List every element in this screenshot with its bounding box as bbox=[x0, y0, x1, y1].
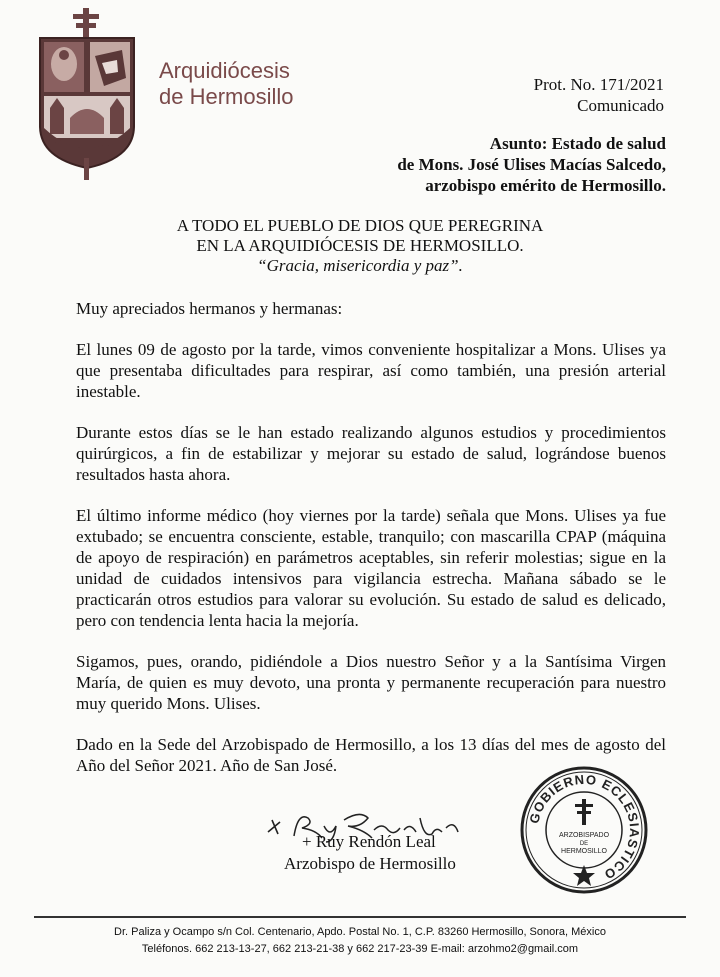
blessing: “Gracia, misericordia y paz”. bbox=[257, 256, 463, 275]
paragraph-2: Durante estos días se le han estado realizando algunos estudios y procedimientos quirúrgicos, a fin de estabilizar y mejorar su estado de salud, lográndose buenos resultados hasta ahora. bbox=[76, 423, 666, 484]
letter-body bbox=[76, 298, 666, 796]
svg-text:DE: DE bbox=[579, 841, 589, 847]
official-seal-stamp bbox=[519, 765, 649, 895]
protocol-block bbox=[534, 74, 664, 116]
organization-name bbox=[159, 58, 294, 110]
subject-line-3: arzobispo emérito de Hermosillo. bbox=[425, 176, 666, 195]
svg-text:HERMOSILLO: HERMOSILLO bbox=[561, 848, 607, 855]
footer-contact: Teléfonos. 662 213-13-27, 662 213-21-38 y 662 217-23-39 E-mail: arzohmo2@gmail.com bbox=[141, 943, 579, 955]
paragraph-5: Dado en la Sede del Arzobispado de Hermosillo, a los 13 días del mes de agosto del Año del Señor 2021. Año de San José. bbox=[76, 735, 666, 775]
footer-address: Dr. Paliza y Ocampo s/n Col. Centenario, Apdo. Postal No. 1, C.P. 83260 Hermosillo, Sonora, México bbox=[114, 926, 606, 938]
address-line-2: EN LA ARQUIDIÓCESIS DE HERMOSILLO. bbox=[196, 236, 524, 255]
protocol-number: Prot. No. 171/2021 bbox=[533, 75, 664, 94]
footer bbox=[0, 924, 720, 958]
signatory-name: + Ruy Rendón Leal bbox=[302, 832, 436, 851]
signatory-title: Arzobispo de Hermosillo bbox=[284, 854, 456, 873]
org-name-line1: Arquidiócesis bbox=[159, 58, 290, 83]
svg-text:ARZOBISPADO: ARZOBISPADO bbox=[558, 832, 610, 839]
subject-line-2: de Mons. José Ulises Macías Salcedo, bbox=[397, 155, 666, 174]
address-line-1: A TODO EL PUEBLO DE DIOS QUE PEREGRINA bbox=[176, 216, 544, 235]
org-name-line2: de Hermosillo bbox=[159, 84, 294, 109]
paragraph-4: Sigamos, pues, orando, pidiéndole a Dios nuestro Señor y a la Santísima Virgen María, de quien es muy devoto, una pronta y permanente recuperación para nuestro muy querido Mons. Ulises. bbox=[76, 652, 666, 713]
signature-block bbox=[264, 808, 494, 878]
salutation: Muy apreciados hermanos y hermanas: bbox=[76, 299, 343, 318]
subject-line-1: Asunto: Estado de salud bbox=[489, 134, 666, 153]
paragraph-3: El último informe médico (hoy viernes por la tarde) señala que Mons. Ulises ya fue extubado; se encuentra consciente, estable, tranquilo; con mascarilla CPAP (máquina de apoyo de respiración) en parámetros aceptables, sin referir molestias; sigue en la unidad de cuidados intensivos para vigilancia estrecha. Mañana sábado se le practicarán otros estudios para valorar su evolución. Su estado de salud es delicado, pero con tendencia lenta hacia la mejoría. bbox=[76, 506, 666, 630]
svg-text:GOBIERNO ECLESIASTICO: GOBIERNO ECLESIASTICO bbox=[526, 771, 643, 883]
paragraph-1: El lunes 09 de agosto por la tarde, vimos conveniente hospitalizar a Mons. Ulises ya que presentaba dificultades para respirar, así como también, una presión arterial inestable. bbox=[76, 340, 666, 401]
archdiocese-crest-logo bbox=[32, 8, 142, 180]
document-type: Comunicado bbox=[577, 96, 664, 115]
footer-divider bbox=[34, 916, 686, 918]
address-block bbox=[0, 216, 720, 276]
subject-block bbox=[397, 133, 666, 196]
